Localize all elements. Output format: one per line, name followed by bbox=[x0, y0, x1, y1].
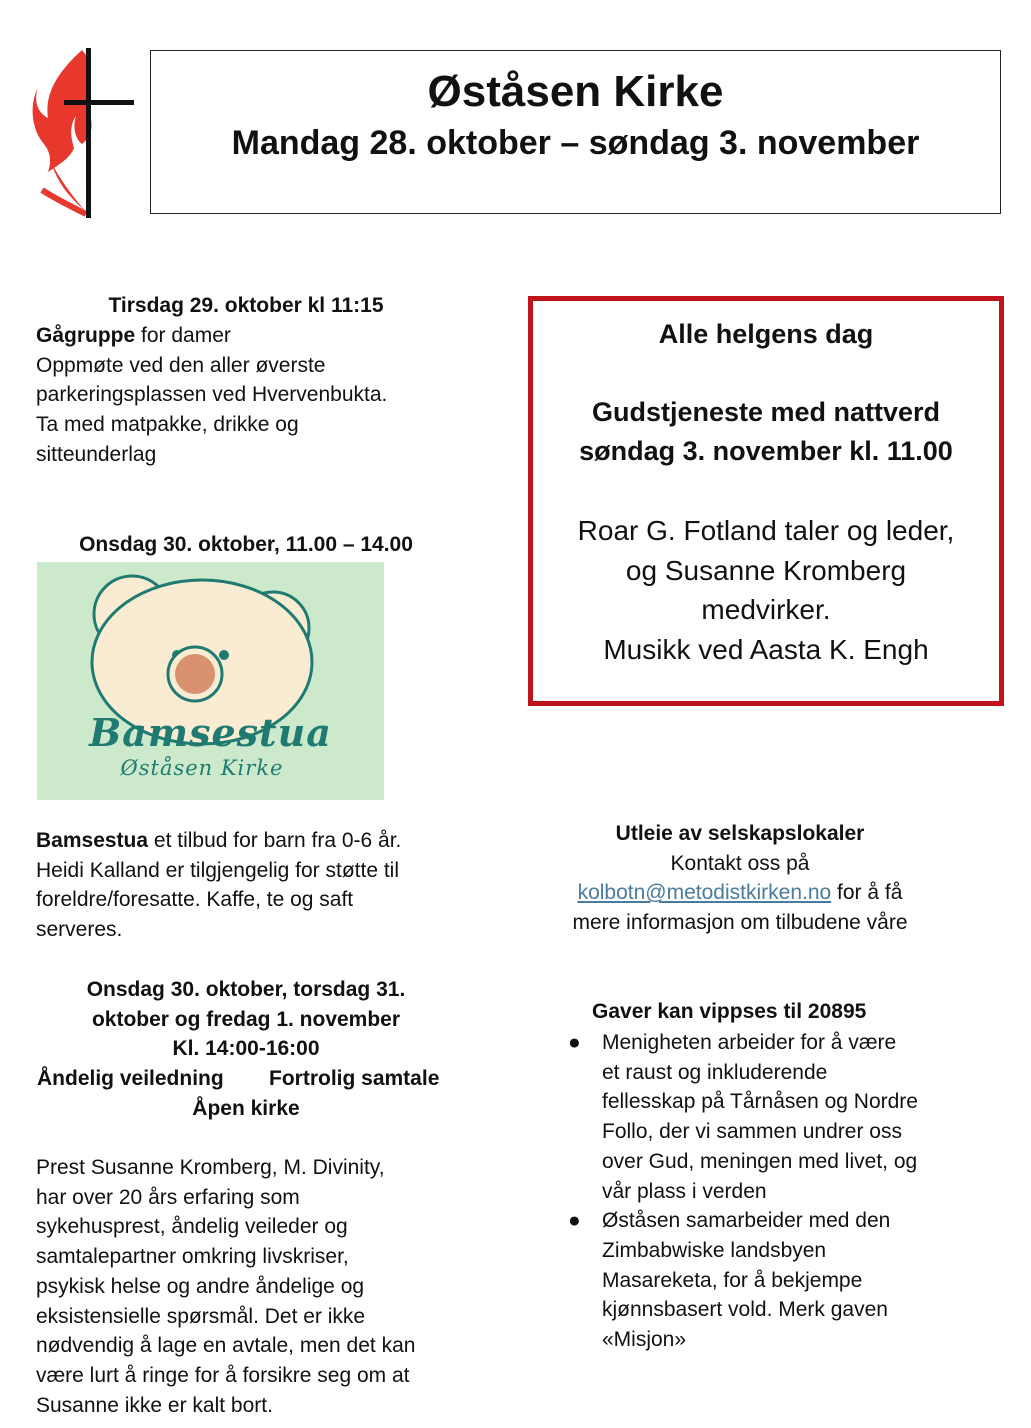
all-saints-box bbox=[528, 296, 1004, 706]
list-item bbox=[566, 1206, 966, 1355]
event2-desc bbox=[36, 826, 476, 856]
gift-line: Øståsen samarbeider med den bbox=[602, 1209, 891, 1233]
event3-body-line: nødvendig å lage en avtale, men det kan bbox=[36, 1334, 416, 1358]
event3-heading-line: oktober og fredag 1. november bbox=[91, 1007, 401, 1031]
all-saints-title: Alle helgens dag bbox=[658, 319, 874, 349]
gifts-list bbox=[566, 1028, 966, 1355]
service-open-church: Åpen kirke bbox=[192, 1096, 300, 1120]
highlight-line: Roar G. Fotland taler og leder, bbox=[577, 515, 955, 546]
gifts-heading: Gaver kan vippses til 20895 bbox=[592, 1000, 867, 1023]
event2-line: Heidi Kalland er tilgjengelig for støtte til bbox=[36, 858, 400, 882]
gift-line: kjønnsbasert vold. Merk gaven bbox=[602, 1298, 888, 1322]
highlight-line: medvirker. bbox=[701, 594, 831, 625]
event2-desc-rest: et tilbud for barn fra 0-6 år. bbox=[148, 829, 402, 852]
church-title: Øståsen Kirke bbox=[427, 67, 724, 116]
gift-line: Zimbabwiske landsbyen bbox=[602, 1238, 827, 1262]
service-line: søndag 3. november kl. 11.00 bbox=[579, 436, 953, 466]
cross-and-flame-icon bbox=[30, 40, 140, 220]
rental-after-email: for å få bbox=[831, 881, 903, 905]
event3-body-line: sykehusprest, åndelig veileder og bbox=[36, 1215, 348, 1239]
gift-line: vår plass i verden bbox=[602, 1179, 767, 1203]
bullet-icon: ● bbox=[568, 1031, 581, 1054]
gift-line: Masareketa, for å bekjempe bbox=[602, 1268, 863, 1292]
service-confidential-talk: Fortrolig samtale bbox=[269, 1067, 440, 1091]
gift-line: over Gud, meningen med livet, og bbox=[602, 1149, 918, 1173]
gift-line: Menigheten arbeider for å være bbox=[602, 1031, 897, 1054]
event3-body-line: eksistensielle spørsmål. Det er ikke bbox=[36, 1304, 366, 1328]
service-line: Gudstjeneste med nattverd bbox=[591, 397, 941, 427]
gift-line: «Misjon» bbox=[602, 1328, 687, 1352]
logo-subtitle: Øståsen Kirke bbox=[120, 756, 284, 780]
bullet-icon: ● bbox=[568, 1209, 581, 1233]
event3-body-line: psykisk helse og andre åndelige og bbox=[36, 1274, 365, 1298]
list-item bbox=[566, 1028, 966, 1206]
header-box bbox=[150, 50, 1001, 214]
event1-title bbox=[36, 321, 466, 351]
email-link[interactable]: kolbotn@metodistkirken.no bbox=[577, 881, 832, 905]
gift-line: fellesskap på Tårnåsen og Nordre bbox=[602, 1090, 918, 1114]
event3-body-line: være lurt å ringe for å forsikre seg om at bbox=[36, 1363, 410, 1387]
event3-heading-line: Kl. 14:00-16:00 bbox=[172, 1037, 320, 1061]
event1-line: Oppmøte ved den aller øverste bbox=[36, 353, 326, 377]
event1-title-rest: for damer bbox=[135, 324, 231, 347]
event1-title-bold: Gågruppe bbox=[36, 324, 136, 347]
service-spiritual-guidance: Åndelig veiledning bbox=[37, 1067, 224, 1091]
event2-heading: Onsdag 30. oktober, 11.00 – 14.00 bbox=[79, 533, 413, 556]
event3-body-line: samtalepartner omkring livskriser, bbox=[36, 1245, 349, 1269]
event1-heading: Tirsdag 29. oktober kl 11:15 bbox=[108, 294, 384, 317]
event1-line: Ta med matpakke, drikke og bbox=[36, 413, 299, 437]
rental-line: mere informasjon om tilbudene våre bbox=[572, 911, 908, 935]
event1-line: sitteunderlag bbox=[36, 442, 157, 466]
week-range: Mandag 28. oktober – søndag 3. november bbox=[231, 124, 920, 162]
event3-body-line: har over 20 års erfaring som bbox=[36, 1185, 300, 1209]
highlight-line: og Susanne Kromberg bbox=[625, 554, 907, 586]
event2-line: foreldre/foresatte. Kaffe, te og saft bbox=[36, 888, 354, 912]
rental-line: Kontakt oss på bbox=[670, 851, 810, 875]
gift-line: et raust og inkluderende bbox=[602, 1060, 828, 1084]
event3-body-line: Prest Susanne Kromberg, M. Divinity, bbox=[36, 1156, 385, 1179]
rental-email-line bbox=[530, 878, 950, 908]
event3-body-line: Susanne ikke er kalt bort. bbox=[36, 1393, 273, 1417]
event3-heading-line: Onsdag 30. oktober, torsdag 31. bbox=[86, 978, 406, 1001]
event2-line: serveres. bbox=[36, 918, 123, 942]
gift-line: Follo, der vi sammen undrer oss bbox=[602, 1120, 902, 1144]
logo-title: Bamsestua bbox=[89, 710, 332, 755]
bamsestua-logo bbox=[37, 562, 384, 800]
event1-line: parkeringsplassen ved Hvervenbukta. bbox=[36, 383, 388, 407]
rental-heading: Utleie av selskapslokaler bbox=[615, 822, 865, 845]
event2-desc-bold: Bamsestua bbox=[36, 829, 149, 852]
highlight-line: Musikk ved Aasta K. Engh bbox=[603, 633, 929, 665]
